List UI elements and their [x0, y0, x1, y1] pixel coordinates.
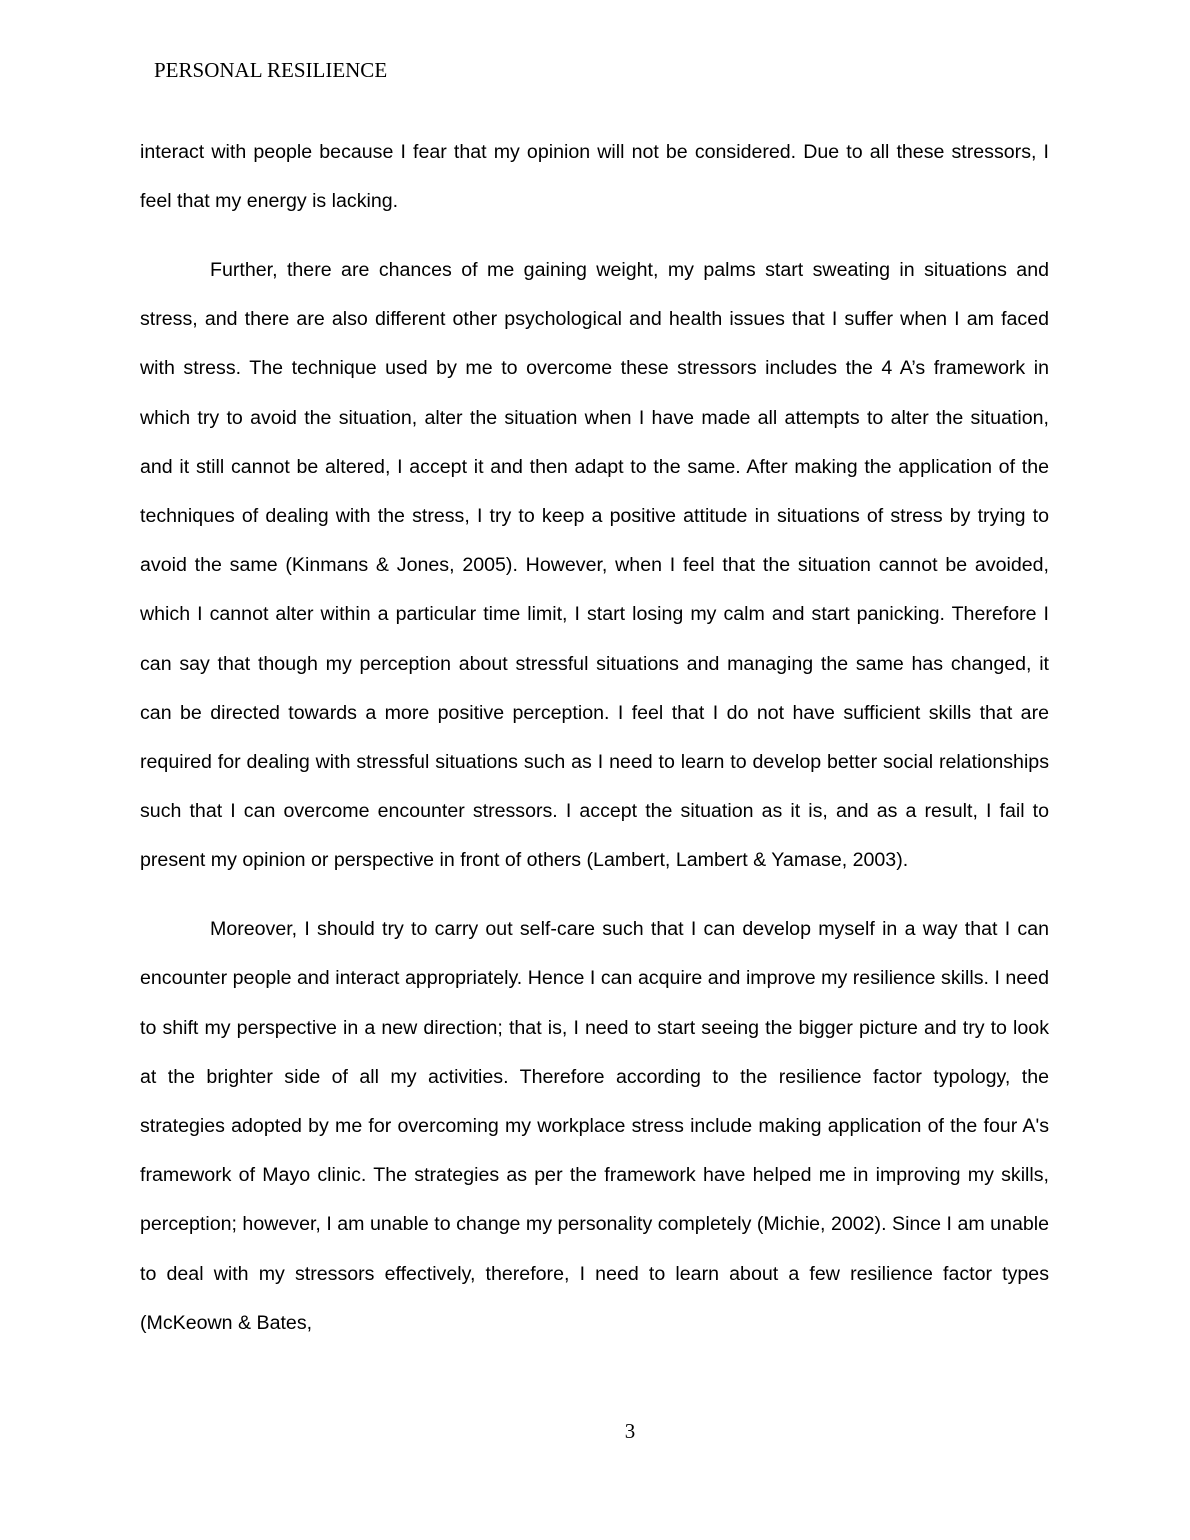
paragraph-continuation: interact with people because I fear that my opinion will not be considered. Due to all these stressors, I feel that my energy is lacking. [140, 141, 1049, 213]
running-head: PERSONAL RESILIENCE [154, 58, 388, 82]
body-text [140, 128, 1049, 1368]
paragraph-stress-techniques: Further, there are chances of me gaining weight, my palms start sweating in situations and stress, and there are also different other psychological and health issues that I suffer when I am faced with stress. The technique used by me to overcome these stressors includes the 4 A’s framework in which try to avoid the situation, alter the situation when I have made all attempts to alter the situation, and it still cannot be altered, I accept it and then adapt to the same. After making the application of the techniques of dealing with the stress, I try to keep a positive attitude in situations of stress by trying to avoid the same (Kinmans & Jones, 2005). However, when I feel that the situation cannot be avoided, which I cannot alter within a particular time limit, I start losing my calm and start panicking. Therefore I can say that though my perception about stressful situations and managing the same has changed, it can be directed towards a more positive perception. I feel that I do not have sufficient skills that are required for dealing with stressful situations such as I need to learn to develop better social relationships such that I can overcome encounter stressors. I accept the situation as it is, and as a result, I fail to present my opinion or perspective in front of others (Lambert, Lambert & Yamase, 2003). [140, 259, 1049, 872]
page-number: 3 [624, 1419, 636, 1443]
paragraph-self-care: Moreover, I should try to carry out self-care such that I can develop myself in a way that I can encounter people and interact appropriately. Hence I can acquire and improve my resilience skills. I need to shift my perspective in a new direction; that is, I need to start seeing the bigger picture and try to look at the brighter side of all my activities. Therefore according to the resilience factor typology, the strategies adopted by me for overcoming my workplace stress include making application of the four A's framework of Mayo clinic. The strategies as per the framework have helped me in improving my skills, perception; however, I am unable to change my personality completely (Michie, 2002). Since I am unable to deal with my stressors effectively, therefore, I need to learn about a few resilience factor types (McKeown & Bates, [140, 918, 1049, 1334]
